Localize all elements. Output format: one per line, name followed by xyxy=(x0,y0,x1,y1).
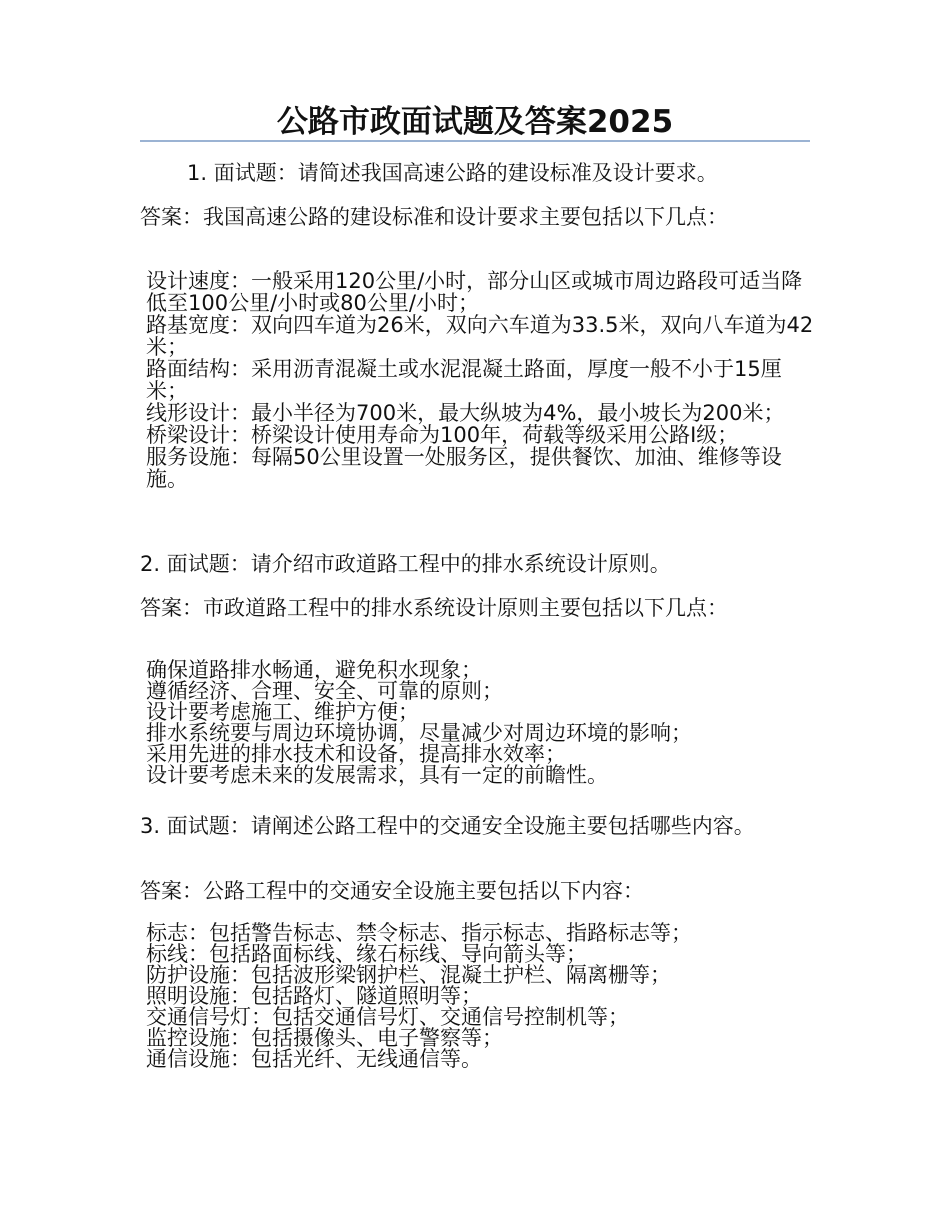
answer-1-intro: 答案：我国高速公路的建设标准和设计要求主要包括以下几点： xyxy=(140,205,728,229)
list-item: 标线：包括路面标线、缘石标线、导向箭头等； xyxy=(146,942,587,966)
page-title: 公路市政面试题及答案2025 xyxy=(276,104,674,140)
list-item: 照明设施：包括路灯、隧道照明等； xyxy=(146,984,482,1008)
answer-3-list xyxy=(146,923,816,1070)
answer-1-list xyxy=(146,270,816,490)
list-item: 线形设计：最小半径为700米，最大纵坡为4%，最小坡长为200米； xyxy=(146,401,785,425)
question-3: 3. 面试题：请阐述公路工程中的交通安全设施主要包括哪些内容。 xyxy=(140,814,755,838)
list-item: 标志：包括警告标志、禁令标志、指示标志、指路标志等； xyxy=(146,921,692,945)
list-item: 遵循经济、合理、安全、可靠的原则； xyxy=(146,679,503,703)
list-item: 排水系统要与周边环境协调，尽量减少对周边环境的影响； xyxy=(146,721,692,745)
list-item: 桥梁设计：桥梁设计使用寿命为100年，荷载等级采用公路I级； xyxy=(146,423,739,447)
list-item: 设计速度：一般采用120公里/小时，部分山区或城市周边路段可适当降低至100公里/小时或80公里/小时； xyxy=(146,269,803,315)
list-item: 设计要考虑施工、维护方便； xyxy=(146,700,419,724)
list-item: 通信设施：包括光纤、无线通信等。 xyxy=(146,1047,482,1071)
question-1: 1. 面试题：请简述我国高速公路的建设标准及设计要求。 xyxy=(187,161,718,185)
list-item: 设计要考虑未来的发展需求，具有一定的前瞻性。 xyxy=(146,763,608,787)
list-item: 服务设施：每隔50公里设置一处服务区，提供餐饮、加油、维修等设施。 xyxy=(146,445,782,491)
title-underline xyxy=(140,140,810,142)
list-item: 采用先进的排水技术和设备，提高排水效率； xyxy=(146,742,566,766)
answer-3-intro: 答案：公路工程中的交通安全设施主要包括以下内容： xyxy=(140,879,644,903)
list-item: 交通信号灯：包括交通信号灯、交通信号控制机等； xyxy=(146,1005,629,1029)
question-2: 2. 面试题：请介绍市政道路工程中的排水系统设计原则。 xyxy=(140,552,671,576)
list-item: 确保道路排水畅通，避免积水现象； xyxy=(146,658,482,682)
answer-2-intro: 答案：市政道路工程中的排水系统设计原则主要包括以下几点： xyxy=(140,596,728,620)
list-item: 路面结构：采用沥青混凝土或水泥混凝土路面，厚度一般不小于15厘米； xyxy=(146,357,782,403)
answer-2-list xyxy=(146,660,816,786)
list-item: 监控设施：包括摄像头、电子警察等； xyxy=(146,1026,503,1050)
list-item: 防护设施：包括波形梁钢护栏、混凝土护栏、隔离栅等； xyxy=(146,963,671,987)
list-item: 路基宽度：双向四车道为26米，双向六车道为33.5米，双向八车道为42米； xyxy=(146,313,814,359)
